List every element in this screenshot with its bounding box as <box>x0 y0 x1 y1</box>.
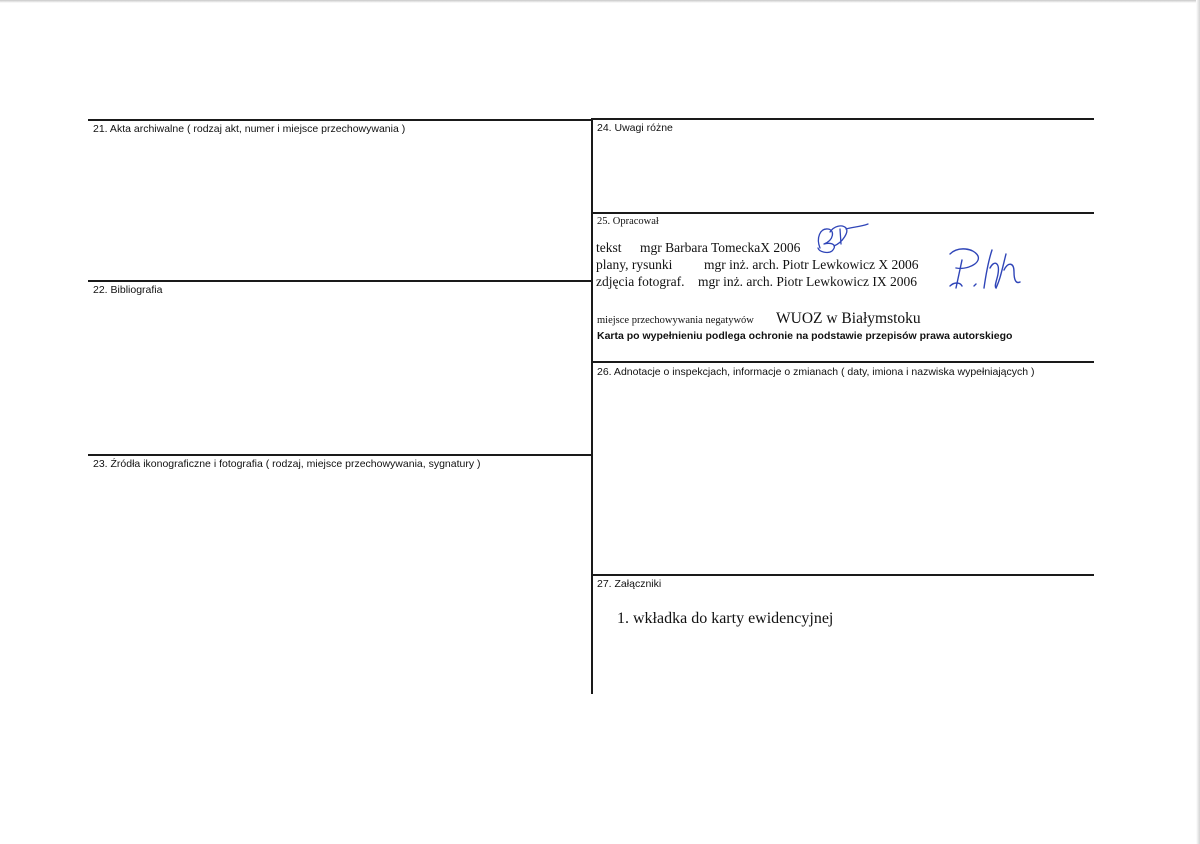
rule-top-right <box>591 118 1094 120</box>
rule-25-top <box>591 212 1094 214</box>
section-24-label: 24. Uwagi różne <box>597 122 673 134</box>
author-role: plany, rysunki <box>596 257 673 272</box>
section-25-label: 25. Opracował <box>597 216 659 227</box>
signature-lewkowicz <box>944 240 1030 296</box>
rule-top-left <box>88 119 593 121</box>
rule-22-top <box>88 280 593 282</box>
scan-edge-right <box>1196 0 1200 844</box>
attachment-item: 1. wkładka do karty ewidencyjnej <box>617 610 834 627</box>
author-role: zdjęcia fotograf. <box>596 274 685 289</box>
scan-edge-top <box>0 0 1200 3</box>
section-22-label: 22. Bibliografia <box>93 284 163 296</box>
section-26-label: 26. Adnotacje o inspekcjach, informacje o zmianach ( daty, imiona i nazwiska wypełniających ) <box>597 366 1035 378</box>
rule-27-top <box>591 574 1094 576</box>
section-21-label: 21. Akta archiwalne ( rodzaj akt, numer i miejsce przechowywania ) <box>93 123 406 135</box>
section-23-label: 23. Źródła ikonograficzne i fotografia ( rodzaj, miejsce przechowywania, sygnatury ) <box>93 458 481 470</box>
signature-tomecka <box>810 220 872 256</box>
negatives-storage-value: WUOZ w Białymstoku <box>776 310 921 327</box>
author-role: tekst <box>596 240 622 255</box>
rule-center-vertical <box>591 119 593 694</box>
author-person: mgr inż. arch. Piotr Lewkowicz X 2006 <box>704 257 919 272</box>
author-person: mgr inż. arch. Piotr Lewkowicz IX 2006 <box>698 274 917 289</box>
author-person: mgr Barbara TomeckaX 2006 <box>640 240 801 255</box>
section-27-label: 27. Załączniki <box>597 578 662 590</box>
rule-26-top <box>591 361 1094 363</box>
negatives-storage-label: miejsce przechowywania negatywów <box>597 315 754 326</box>
rule-23-top <box>88 454 593 456</box>
copyright-note: Karta po wypełnieniu podlega ochronie na podstawie przepisów prawa autorskiego <box>597 330 1013 342</box>
